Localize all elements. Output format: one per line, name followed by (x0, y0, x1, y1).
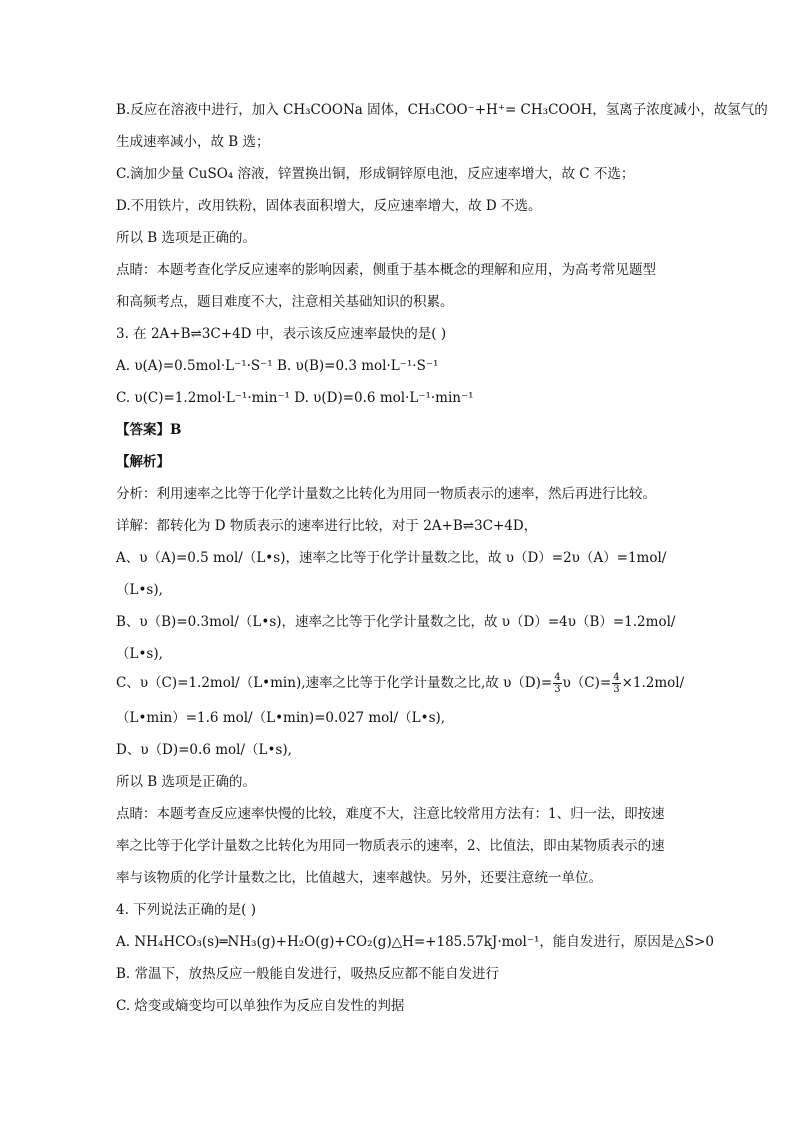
fraction-denominator: 3 (613, 684, 620, 695)
question-3-options-ab: A. υ(A)=0.5mol·L⁻¹·S⁻¹ B. υ(B)=0.3 mol·L⁻¹·S⁻¹ (116, 358, 439, 374)
text-line: 率与该物质的化学计量数之比，比值越大，速率越快。另外，还要注意统一单位。 (116, 870, 602, 886)
text-line: 生成速率减小，故 B 选； (116, 134, 270, 150)
fraction-numerator: 4 (613, 672, 620, 683)
text-line: （L•s), (116, 646, 163, 662)
question-4-option-c: C. 焓变或熵变均可以单独作为反应自发性的判据 (116, 998, 405, 1014)
question-4-option-a: A. NH₄HCO₃(s)═NH₃(g)+H₂O(g)+CO₂(g)△H=+185.57kJ·mol⁻¹，能自发进行，原因是△S>0 (116, 934, 714, 950)
analysis-heading: 【解析】 (116, 454, 170, 470)
fraction-denominator: 3 (554, 684, 561, 695)
text-line: 分析：利用速率之比等于化学计量数之比转化为用同一物质表示的速率，然后再进行比较。 (116, 486, 656, 502)
text-line: A、υ（A)=0.5 mol/（L•s)，速率之比等于化学计量数之比，故 υ（D）=2υ（A）=1mol/ (116, 550, 667, 566)
fraction-numerator: 4 (554, 672, 561, 683)
text-segment: υ（C)= (562, 675, 612, 691)
text-line: 点睛：本题考查反应速率快慢的比较，难度不大，注意比较常用方法有：1、归一法，即按速 (116, 806, 665, 822)
text-line: 和高频考点，题目难度不大，注意相关基础知识的积累。 (116, 294, 454, 310)
text-line: 率之比等于化学计量数之比转化为用同一物质表示的速率，2、比值法，即由某物质表示的速 (116, 838, 665, 854)
text-line: D、υ（D)=0.6 mol/（L•s), (116, 742, 292, 758)
text-segment: ×1.2mol/ (621, 675, 685, 691)
text-line: B.反应在溶液中进行，加入 CH₃COONa 固体，CH₃COO⁻+H⁺= CH₃COOH，氢离子浓度减小，故氢气的 (116, 102, 768, 118)
answer-heading: 【答案】B (116, 422, 182, 438)
text-line: D.不用铁片，改用铁粉，固体表面积增大，反应速率增大，故 D 不选。 (116, 198, 542, 214)
text-line: 所以 B 选项是正确的。 (116, 230, 257, 246)
text-line: 详解：都转化为 D 物质表示的速率进行比较，对于 2A+B⇌3C+4D， (116, 518, 538, 534)
question-4-stem: 4. 下列说法正确的是( ) (116, 902, 256, 918)
fraction (553, 672, 561, 695)
text-line-with-fractions (116, 672, 684, 695)
question-3-stem: 3. 在 2A+B⇌3C+4D 中，表示该反应速率最快的是( ) (116, 326, 447, 342)
text-line: B、υ（B)=0.3mol/（L•s)，速率之比等于化学计量数之比，故 υ（D）=4υ（B）=1.2mol/ (116, 614, 676, 630)
text-line: 点睛：本题考查化学反应速率的影响因素，侧重于基本概念的理解和应用，为高考常见题型 (116, 262, 656, 278)
question-3-options-cd: C. υ(C)=1.2mol·L⁻¹·min⁻¹ D. υ(D)=0.6 mol·L⁻¹·min⁻¹ (116, 390, 474, 406)
text-line: C.滴加少量 CuSO₄ 溶液，锌置换出铜，形成铜锌原电池，反应速率增大，故 C 不选； (116, 166, 635, 182)
question-4-option-b: B. 常温下，放热反应一般能自发进行，吸热反应都不能自发进行 (116, 966, 500, 982)
text-segment: C、υ（C)=1.2mol/（L•min),速率之比等于化学计量数之比,故 υ（D)= (116, 675, 553, 691)
fraction (612, 672, 620, 695)
text-line: （L•min）=1.6 mol/（L•min)=0.027 mol/（L•s), (116, 710, 446, 726)
text-line: 所以 B 选项是正确的。 (116, 774, 257, 790)
text-line: （L•s), (116, 582, 163, 598)
